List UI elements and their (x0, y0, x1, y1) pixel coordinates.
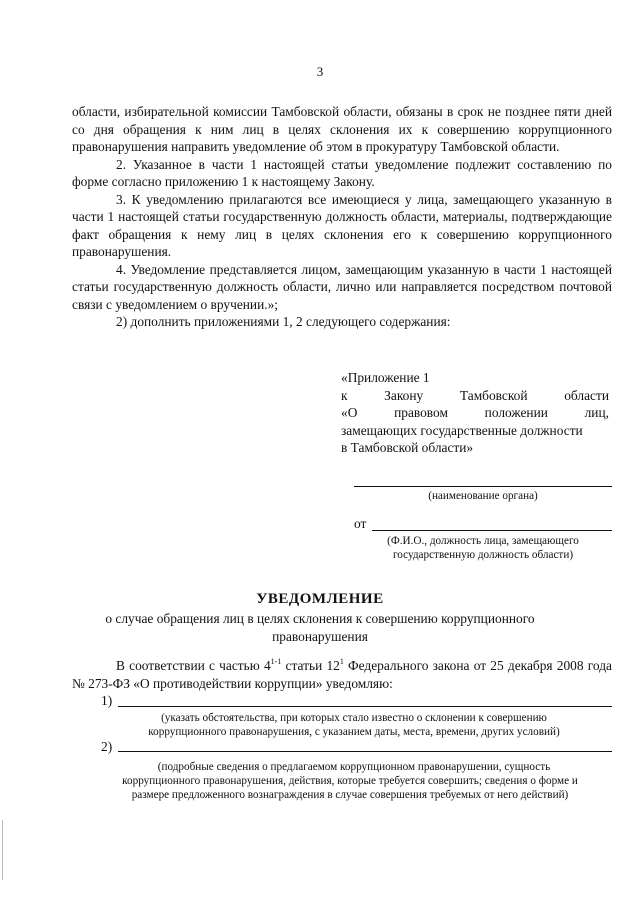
paragraph-4: 4. Уведомление представляется лицом, замещающим указанную в части 1 настоящей статьи государственную должность области, лично или направляется посредством почтовой связи с уведомлением о вручении.»; (72, 261, 612, 312)
notice-subtitle: о случае обращения лиц в целях склонения к совершению коррупционного правонарушения (105, 611, 535, 644)
item-2-caption-2: коррупционного правонарушения, действия, которые требуется совершить; сведения о форме и (122, 775, 578, 787)
item-2-line (118, 751, 612, 752)
appendix-header (341, 369, 609, 457)
organ-name-caption: (наименование органа) (428, 490, 538, 502)
page-number: 3 (316, 64, 324, 79)
appendix-line-3: «О правовом положении лиц, (341, 405, 609, 420)
paragraph-continuation: области, избирательной комиссии Тамбовской области, обязаны в срок не позднее пяти дней со дня обращения к ним лиц в целях склонения их к совершению коррупционного правонарушения направить уведомление об этом в прокуратуру Тамбовской области. (72, 104, 612, 154)
item-2-label: 2) (101, 739, 113, 754)
item-1-label: 1) (101, 693, 113, 708)
paragraph-3: 3. К уведомлению прилагаются все имеющиеся у лица, замещающего указанную в части 1 настоящей статьи государственную должность области, материалы, подтверждающие факт обращения к нему лиц в целях склонения его к совершению коррупционного правонарушения. (72, 191, 612, 259)
intro-part-3: Федерального закона от 25 декабря 2008 года № 273-ФЗ «О противодействии коррупции» уведомляю: (72, 658, 612, 691)
notice-intro (72, 657, 612, 692)
intro-part-1: В соответствии с частью 4 (116, 658, 271, 673)
item-1-caption-2: коррупционного правонарушения, с указанием даты, места, времени, других условий) (148, 726, 560, 738)
organ-name-line (354, 486, 612, 487)
person-caption-1: (Ф.И.О., должность лица, замещающего (387, 535, 579, 547)
body-text (72, 103, 612, 331)
intro-part-2: статьи 12 (281, 658, 340, 673)
item-2-caption-3: размере предложенного вознаграждения в случае совершения требуемых от него действий) (131, 789, 569, 801)
from-line (372, 530, 612, 531)
item-2-caption-1: (подробные сведения о предлагаемом коррупционном правонарушении, сущность (157, 761, 551, 773)
paragraph-amendment: 2) дополнить приложениями 1, 2 следующего содержания: (116, 314, 451, 329)
intro-sup-2: 1 (339, 656, 344, 666)
appendix-line-2: к Закону Тамбовской области (341, 387, 609, 403)
paragraph-2: 2. Указанное в части 1 настоящей статьи уведомление подлежит составлению по форме согласно приложению 1 к настоящему Закону. (72, 156, 612, 189)
scan-edge-mark (2, 820, 3, 880)
item-1-caption-1: (указать обстоятельства, при которых стало известно о склонении к совершению (161, 712, 547, 724)
notice-title: УВЕДОМЛЕНИЕ (256, 591, 384, 607)
appendix-line-4: замещающих государственные должности (341, 422, 583, 438)
appendix-line-1: «Приложение 1 (341, 370, 430, 385)
intro-sup-1: 1-1 (270, 656, 282, 666)
from-label: от (354, 516, 367, 531)
person-caption-2: государственную должность области) (392, 549, 574, 561)
item-1-line (118, 706, 612, 707)
appendix-line-5: в Тамбовской области» (341, 440, 474, 455)
